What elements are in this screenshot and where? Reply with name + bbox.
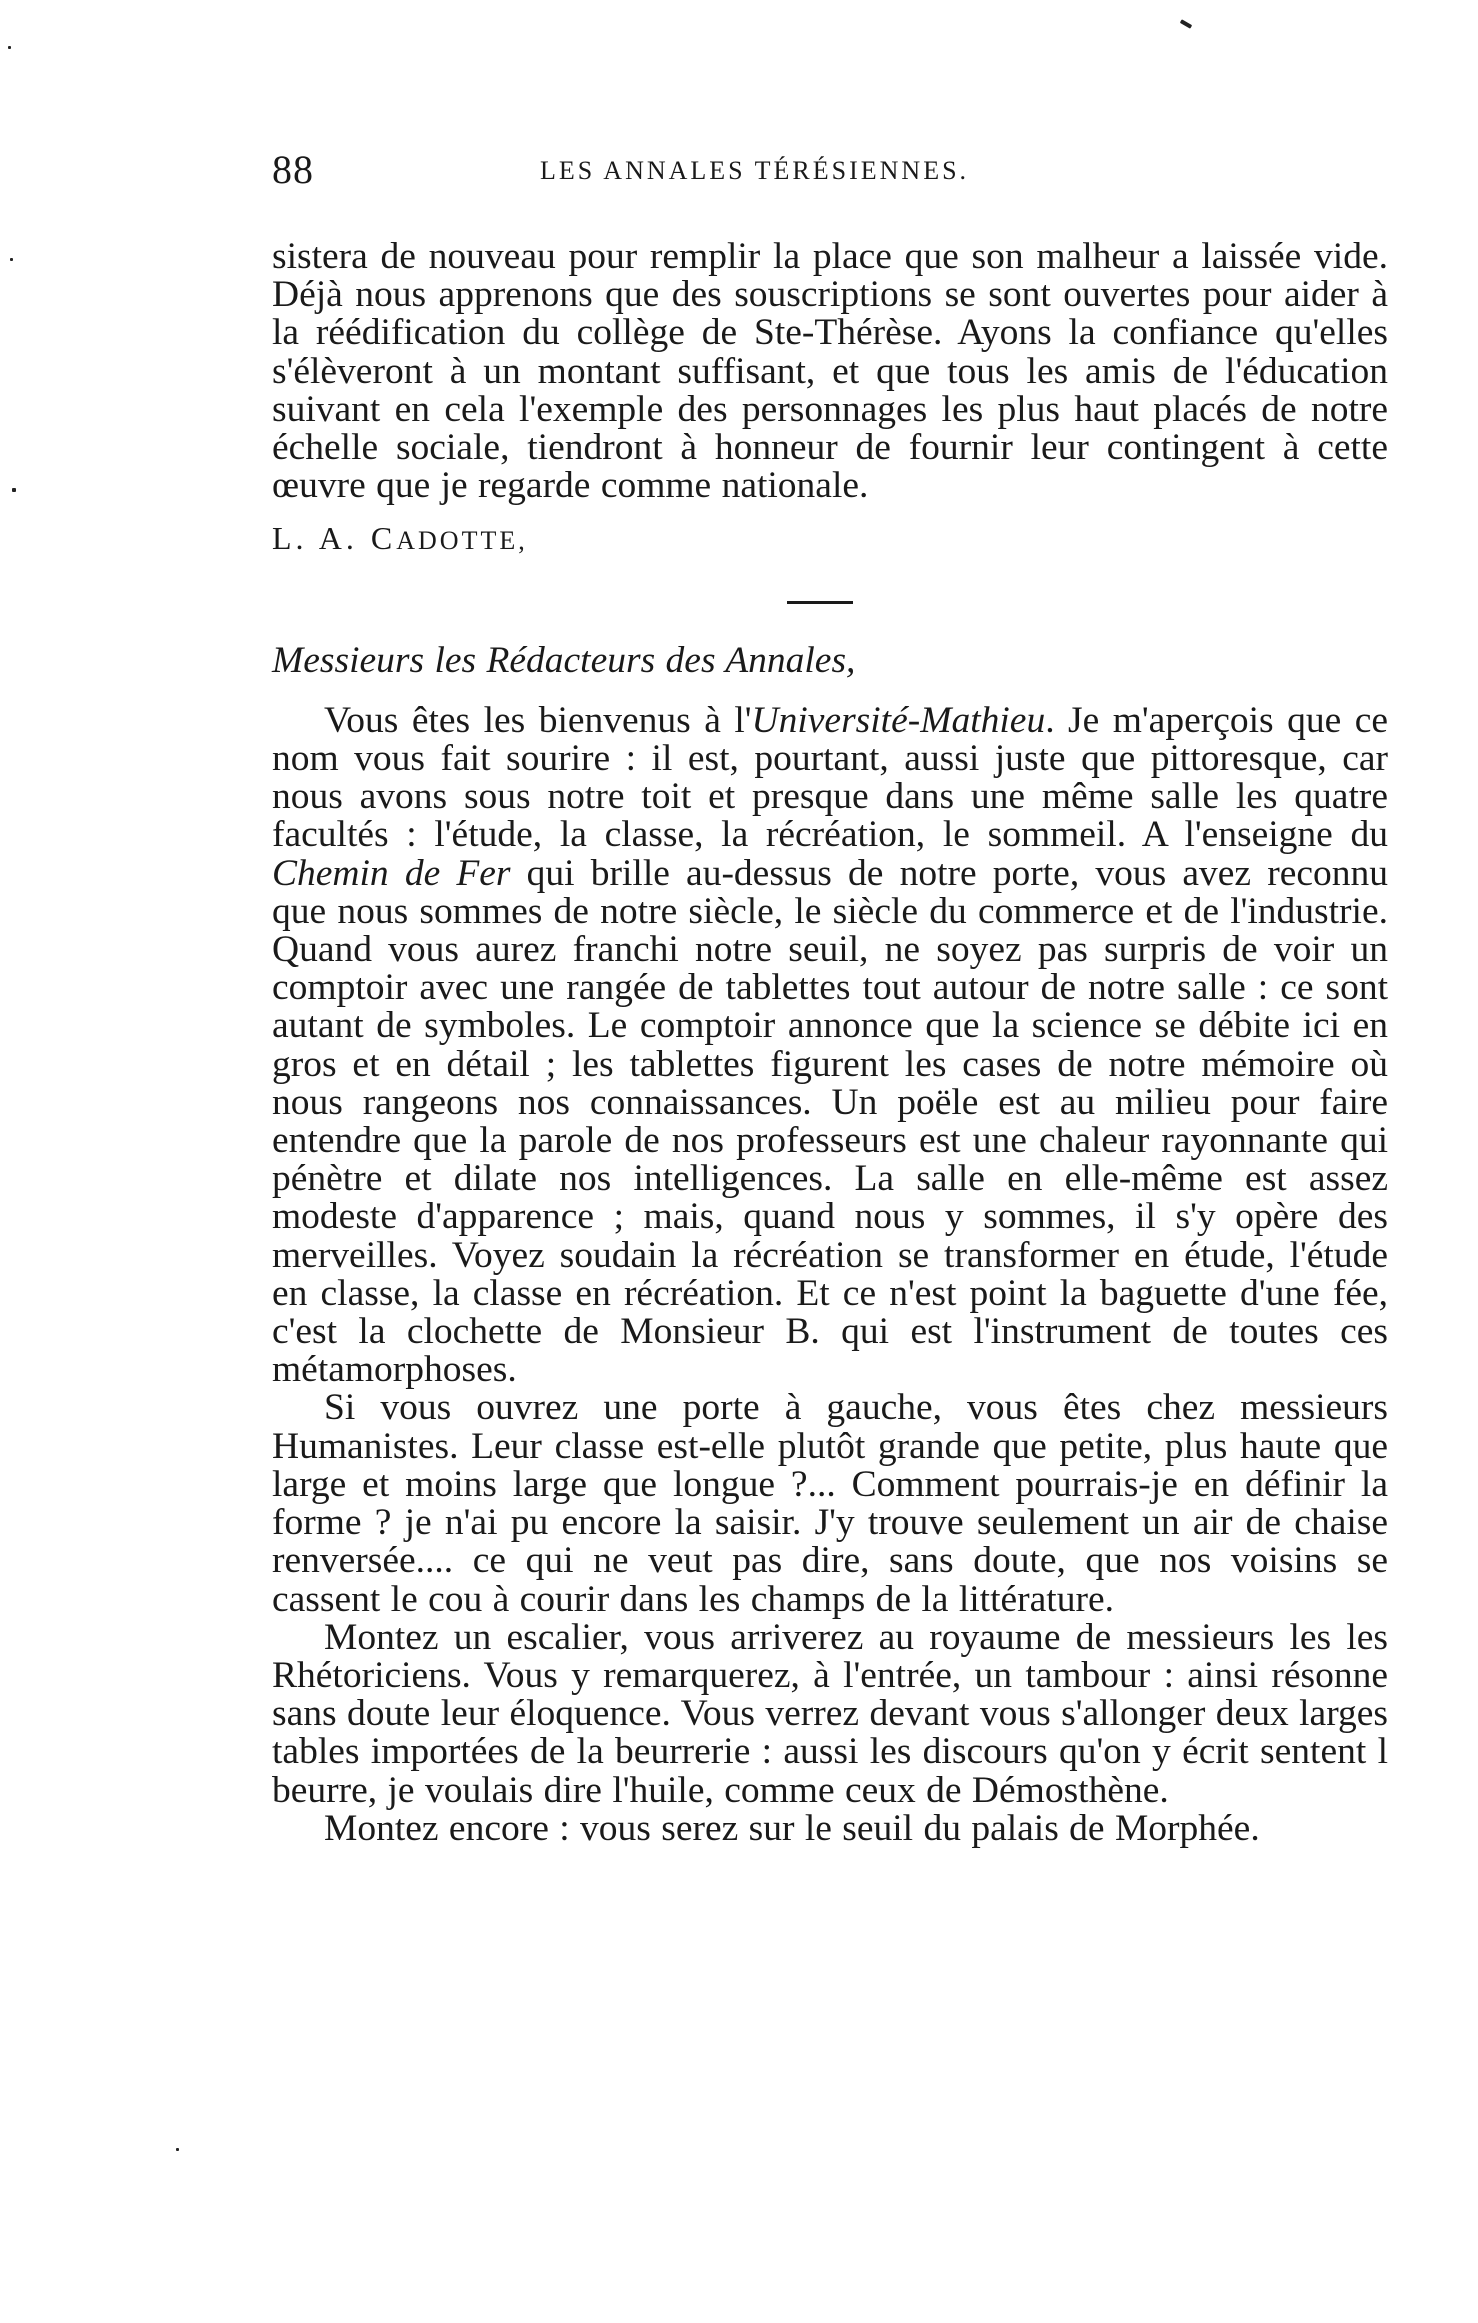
scan-speck xyxy=(1180,19,1192,28)
letter-paragraph-4: Montez encore : vous serez sur le seuil du palais de Morphée. xyxy=(324,1807,1260,1849)
p1-text-a: Vous êtes les bienvenus à l' xyxy=(324,699,752,741)
letter-paragraph-3: Montez un escalier, vous arriverez au royaume de messieurs les les Rhétoriciens. Vous y remarquerez, à l'entrée, un tambour : ainsi résonne sans doute leur éloquence. Vous verrez devant vous s'allonger deux larges tables importées de la beurrerie : aussi les discours qu'on y écrit sentent l beurre, je voulais dire l'huile, comme ceux de Démosthène. xyxy=(272,1616,1388,1811)
signature-initials: L. A. C xyxy=(272,520,397,557)
inn-sign-name: Chemin de Fer xyxy=(272,852,511,894)
p1-text-b: . Je m'aperçois que ce nom vous fait sourire : il est, pourtant, aussi juste que pittoresque, car nous avons sous notre toit et presque dans une même salle les quatre facultés : l'étude, la classe, la récréation, le sommeil. A l'enseigne du xyxy=(272,699,1388,856)
university-name: Université-Mathieu xyxy=(751,699,1046,741)
scan-speck xyxy=(12,488,16,492)
running-head xyxy=(272,146,1388,196)
scan-speck xyxy=(176,2148,179,2151)
signature xyxy=(272,519,1388,560)
running-title: LES ANNALES TÉRÉSIENNES. xyxy=(540,156,970,185)
scan-speck xyxy=(8,46,11,49)
section-separator xyxy=(787,601,853,604)
scan-speck xyxy=(10,258,13,261)
letter-salutation: Messieurs les Rédacteurs des Annales, xyxy=(272,639,856,681)
signature-surname: ADOTTE, xyxy=(396,526,528,556)
intro-paragraph: sistera de nouveau pour remplir la place que son malheur a laissée vide. Déjà nous apprenons que des souscriptions se sont ouvertes pour aider à la réédification du collège de Ste-Thérèse. Ayons la confiance qu'elles s'élèveront à un montant suffisant, et que tous les amis de l'éducation suivant en cela l'exemple des personnages les plus haut placés de notre échelle sociale, tiendront à honneur de fournir leur contingent à cette œuvre que je regarde comme nationale. xyxy=(272,236,1388,507)
letter-paragraph-1 xyxy=(272,699,1388,1391)
page-number: 88 xyxy=(272,147,314,192)
page-body xyxy=(272,238,1388,1848)
letter-paragraph-2: Si vous ouvrez une porte à gauche, vous êtes chez messieurs Humanistes. Leur classe est-elle plutôt grande que petite, plus haute que large et moins large que longue ?... Comment pourrais-je en définir la forme ? je n'ai pu encore la saisir. J'y trouve seulement un air de chaise renversée.... ce qui ne veut pas dire, sans doute, que nos voisins se cassent le cou à courir dans les champs de la littérature. xyxy=(272,1387,1388,1620)
p1-text-c: qui brille au-dessus de notre porte, vous avez reconnu que nous sommes de notre siècle, le siècle du commerce et de l'industrie. Quand vous aurez franchi notre seuil, ne soyez pas surpris de voir un comptoir avec une rangée de tablettes tout autour de notre salle : ce sont autant de symboles. Le comptoir annonce que la science se débite ici en gros et en détail ; les tablettes figurent les cases de notre mémoire où nous rangeons nos connaissances. Un poële est au milieu pour faire entendre que la parole de nos professeurs est une chaleur rayonnante qui pénètre et dilate nos intelligences. La salle en elle-même est assez modeste d'apparence ; mais, quand nous y sommes, il s'y opère des merveilles. Voyez soudain la récréation se transformer en étude, l'étude en classe, la classe en récréation. Et ce n'est point la baguette d'une fée, c'est la clochette de Monsieur B. qui est l'instrument de toutes ces métamorphoses. xyxy=(272,852,1388,1391)
